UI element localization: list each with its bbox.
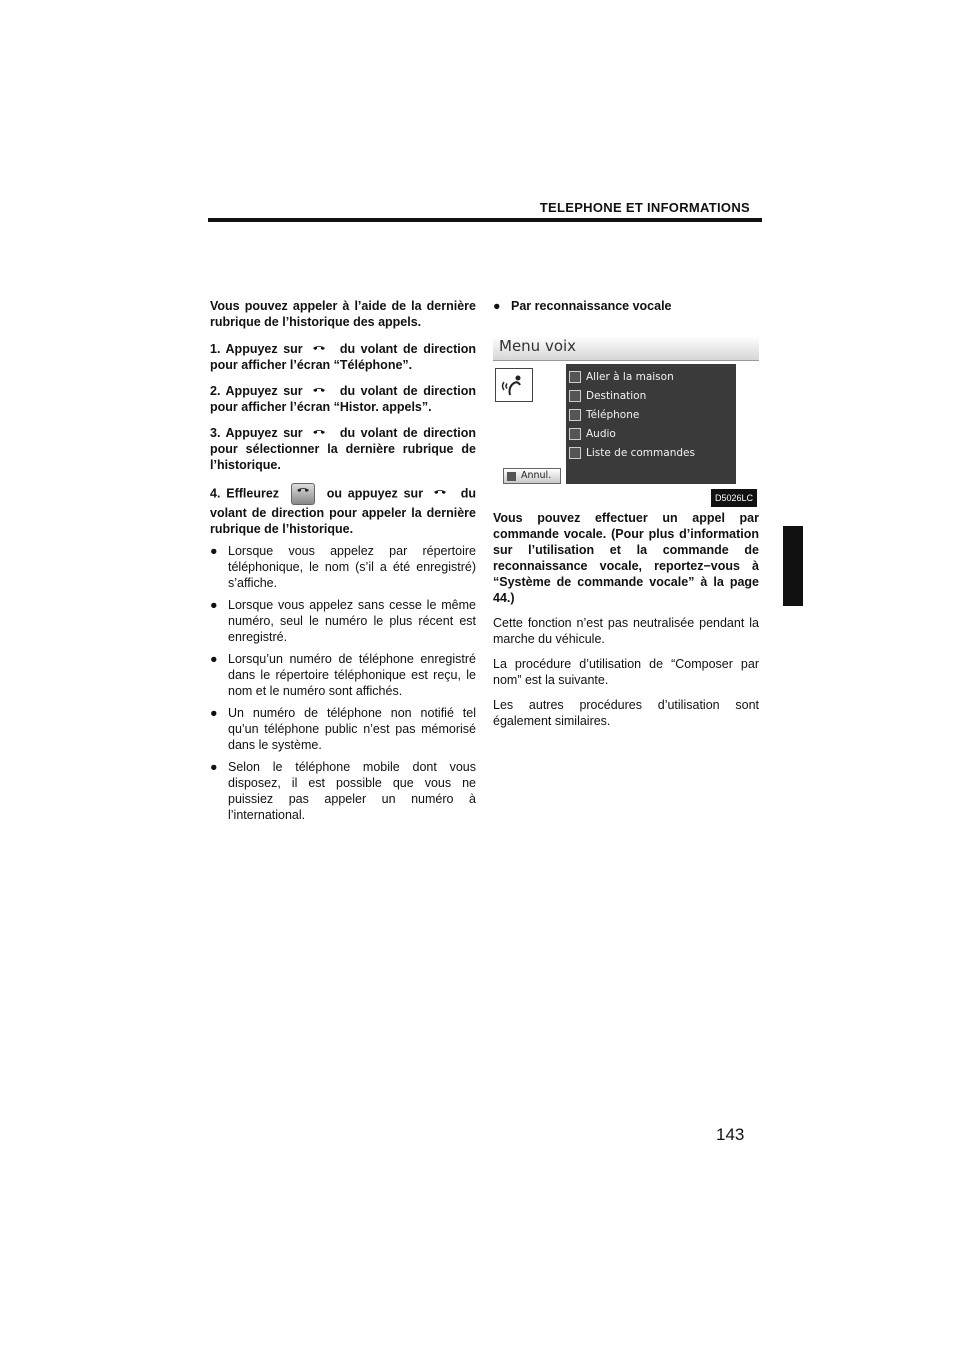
page-header-title: TELEPHONE ET INFORMATIONS bbox=[539, 200, 750, 215]
phone-handset-icon bbox=[312, 387, 326, 397]
voice-command-icon bbox=[569, 371, 581, 383]
menu-item-label: Destination bbox=[586, 390, 647, 402]
paragraph: Cette fonction n’est pas neutralisée pendant la marche du véhicule. bbox=[493, 616, 759, 646]
voice-menu-list bbox=[566, 364, 736, 484]
bullet-dot: ● bbox=[210, 652, 218, 666]
step-2 bbox=[210, 383, 476, 415]
paragraph: La procédure d’utilisation de “Composer par nom” est la suivante. bbox=[493, 657, 759, 687]
bullet-text: Lorsque vous appelez sans cesse le même numéro, seul le numéro le plus récent est enregistré. bbox=[228, 598, 476, 644]
step-4-text: du volant de direction pour appeler la dernière rubrique de l’historique. bbox=[210, 486, 476, 536]
intro-text: Vous pouvez appeler à l’aide de la dernière rubrique de l’historique des appels. bbox=[210, 299, 476, 329]
list-item bbox=[210, 651, 476, 699]
menu-item-label: Téléphone bbox=[586, 409, 640, 421]
bullet-dot: ● bbox=[210, 544, 218, 558]
voice-command-icon bbox=[569, 428, 581, 440]
page-number: 143 bbox=[716, 1125, 745, 1144]
bullet-text: Lorsqu’un numéro de téléphone enregistré dans le répertoire téléphonique est reçu, le nom et le numéro sont affichés. bbox=[228, 652, 476, 698]
step-1-text: du volant de direction pour afficher l’écran “Téléphone”. bbox=[210, 342, 476, 372]
voice-command-icon bbox=[507, 472, 516, 481]
header-rule bbox=[208, 218, 762, 222]
paragraph: Les autres procédures d’utilisation sont également similaires. bbox=[493, 698, 759, 728]
step-4-lead: 4. Effleurez bbox=[210, 486, 280, 501]
step-1 bbox=[210, 341, 476, 373]
step-4 bbox=[210, 483, 476, 537]
menu-item-label: Liste de commandes bbox=[586, 447, 695, 459]
cancel-button-label: Annul. bbox=[521, 470, 552, 481]
step-3-text: du volant de direction pour sélectionner la dernière rubrique de l’historique. bbox=[210, 426, 476, 472]
menu-item-audio[interactable] bbox=[569, 426, 616, 442]
phone-handset-icon bbox=[433, 489, 447, 499]
menu-item-telephone[interactable] bbox=[569, 407, 639, 423]
figure-code: D5026LC bbox=[711, 489, 757, 507]
section-heading bbox=[493, 298, 759, 314]
list-item bbox=[210, 543, 476, 591]
bullet-dot: ● bbox=[210, 706, 218, 720]
left-column bbox=[210, 298, 476, 829]
bullet-dot: ● bbox=[210, 598, 218, 612]
voice-command-icon bbox=[569, 447, 581, 459]
bullet-text: Selon le téléphone mobile dont vous disposez, il est possible que vous ne puissiez pas appeler un numéro à l’international. bbox=[228, 760, 476, 822]
phone-call-button-icon bbox=[291, 483, 315, 505]
phone-handset-icon bbox=[312, 429, 326, 439]
step-4-middle: ou appuyez sur bbox=[326, 486, 424, 501]
chapter-tab bbox=[783, 526, 803, 606]
list-item bbox=[210, 705, 476, 753]
section-heading-text: Par reconnaissance vocale bbox=[511, 299, 672, 313]
list-item bbox=[210, 759, 476, 823]
menu-item-destination[interactable] bbox=[569, 388, 646, 404]
voice-speaker-icon bbox=[495, 368, 533, 402]
step-2-lead: 2. Appuyez sur bbox=[210, 384, 303, 398]
right-column bbox=[493, 298, 759, 738]
step-3 bbox=[210, 425, 476, 473]
step-1-lead: 1. Appuyez sur bbox=[210, 342, 303, 356]
cancel-button[interactable] bbox=[503, 468, 561, 484]
voice-command-icon bbox=[569, 390, 581, 402]
step-3-lead: 3. Appuyez sur bbox=[210, 426, 303, 440]
step-2-text: du volant de direction pour afficher l’écran “Histor. appels”. bbox=[210, 384, 476, 414]
bullet-text: Un numéro de téléphone non notifié tel qu’un téléphone public n’est pas mémorisé dans le système. bbox=[228, 706, 476, 752]
bullet-dot: ● bbox=[210, 760, 218, 774]
menu-item-label: Audio bbox=[586, 428, 616, 440]
voice-command-icon bbox=[569, 409, 581, 421]
menu-item-aller-maison[interactable] bbox=[569, 369, 674, 385]
voice-menu-screenshot bbox=[493, 316, 759, 503]
voice-call-info: Vous pouvez effectuer un appel par commande vocale. (Pour plus d’information sur l’utilisation et la commande de reconnaissance vocale, reportez−vous à “Système de commande vocale” à la page 44.) bbox=[493, 511, 759, 605]
menu-item-liste-commandes[interactable] bbox=[569, 445, 695, 461]
screen-title: Menu voix bbox=[499, 337, 577, 355]
bullet-text: Lorsque vous appelez par répertoire téléphonique, le nom (s’il a été enregistré) s’affiche. bbox=[228, 544, 476, 590]
bullet-dot: ● bbox=[493, 299, 501, 313]
screen-title-bar bbox=[493, 336, 759, 361]
list-item bbox=[210, 597, 476, 645]
menu-item-label: Aller à la maison bbox=[586, 371, 674, 383]
phone-handset-icon bbox=[312, 345, 326, 355]
